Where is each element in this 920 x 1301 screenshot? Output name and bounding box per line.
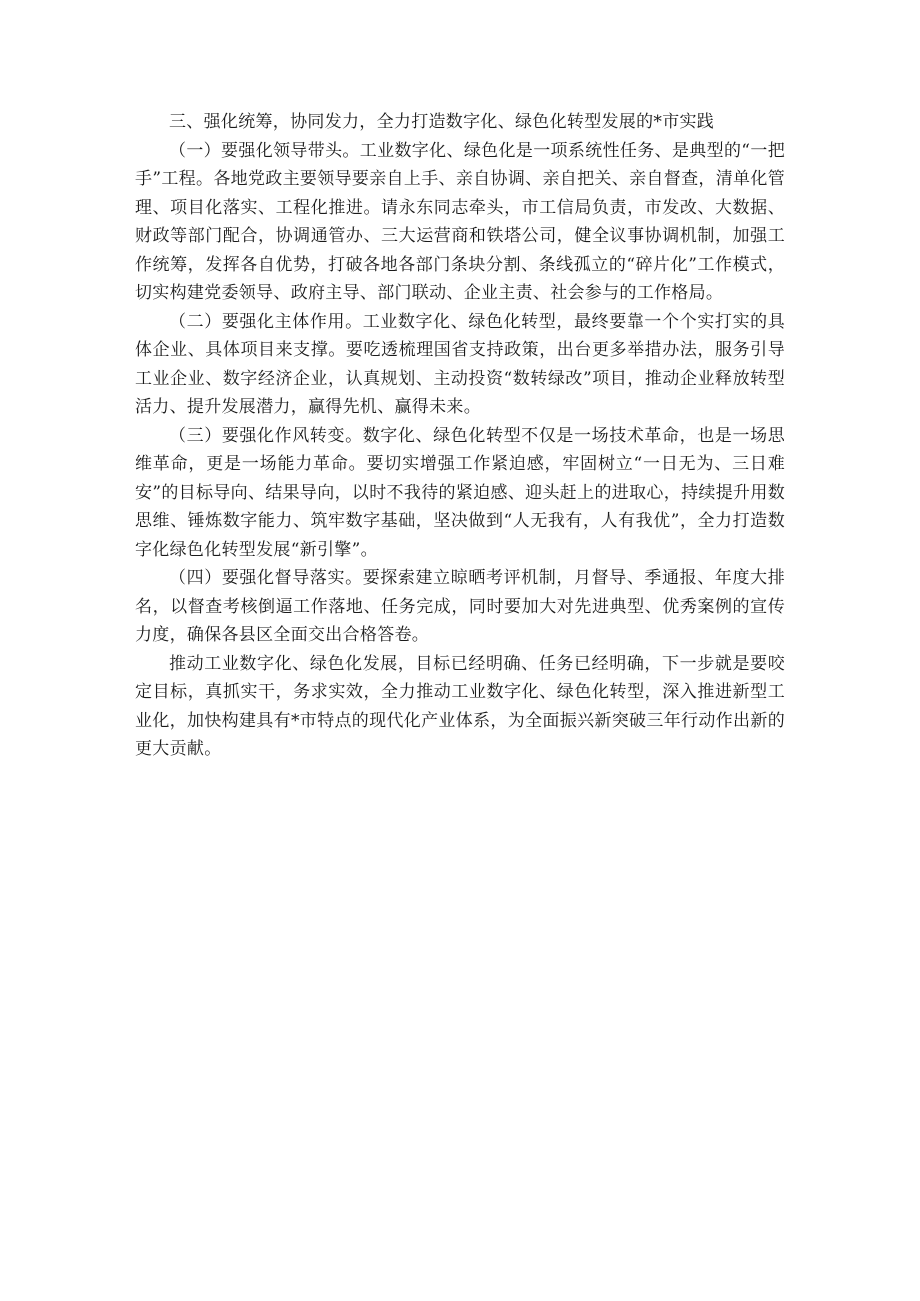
document-page bbox=[135, 108, 785, 764]
section-heading: 三、强化统筹，协同发力，全力打造数字化、绿色化转型发展的*市实践 bbox=[169, 112, 715, 132]
paragraph-conclusion: 推动工业数字化、绿色化发展，目标已经明确、任务已经明确，下一步就是要咬定目标，真抓实干，务求实效，全力推动工业数字化、绿色化转型，深入推进新型工业化，加快构建具有*市特点的现代化产业体系，为全面振兴新突破三年行动作出新的更大贡献。 bbox=[135, 653, 785, 759]
paragraph-work-style: （三）要强化作风转变。数字化、绿色化转型不仅是一场技术革命，也是一场思维革命，更是一场能力革命。要切实增强工作紧迫感，牢固树立“一日无为、三日难安”的目标导向、结果导向，以时不我待的紧迫感、迎头赶上的进取心，持续提升用数思维、锤炼数字能力、筑牢数字基础，坚决做到“人无我有，人有我优”，全力打造数字化绿色化转型发展“新引擎”。 bbox=[135, 425, 785, 560]
paragraph-main-role: （二）要强化主体作用。工业数字化、绿色化转型，最终要靠一个个实打实的具体企业、具体项目来支撑。要吃透梳理国省支持政策，出台更多举措办法，服务引导工业企业、数字经济企业，认真规划、主动投资“数转绿改”项目，推动企业释放转型活力、提升发展潜力，赢得先机、赢得未来。 bbox=[135, 311, 785, 417]
paragraph-supervision: （四）要强化督导落实。要探索建立晾晒考评机制，月督导、季通报、年度大排名，以督查考核倒逼工作落地、任务完成，同时要加大对先进典型、优秀案例的宣传力度，确保各县区全面交出合格答卷。 bbox=[135, 568, 785, 645]
paragraph-leadership: （一）要强化领导带头。工业数字化、绿色化是一项系统性任务、是典型的“一把手”工程。各地党政主要领导要亲自上手、亲自协调、亲自把关、亲自督查，清单化管理、项目化落实、工程化推进。请永东同志牵头，市工信局负责，市发改、大数据、财政等部门配合，协调通管办、三大运营商和铁塔公司，健全议事协调机制，加强工作统筹，发挥各自优势，打破各地各部门条块分割、条线孤立的“碎片化”工作模式，切实构建党委领导、政府主导、部门联动、企业主责、社会参与的工作格局。 bbox=[135, 140, 785, 303]
